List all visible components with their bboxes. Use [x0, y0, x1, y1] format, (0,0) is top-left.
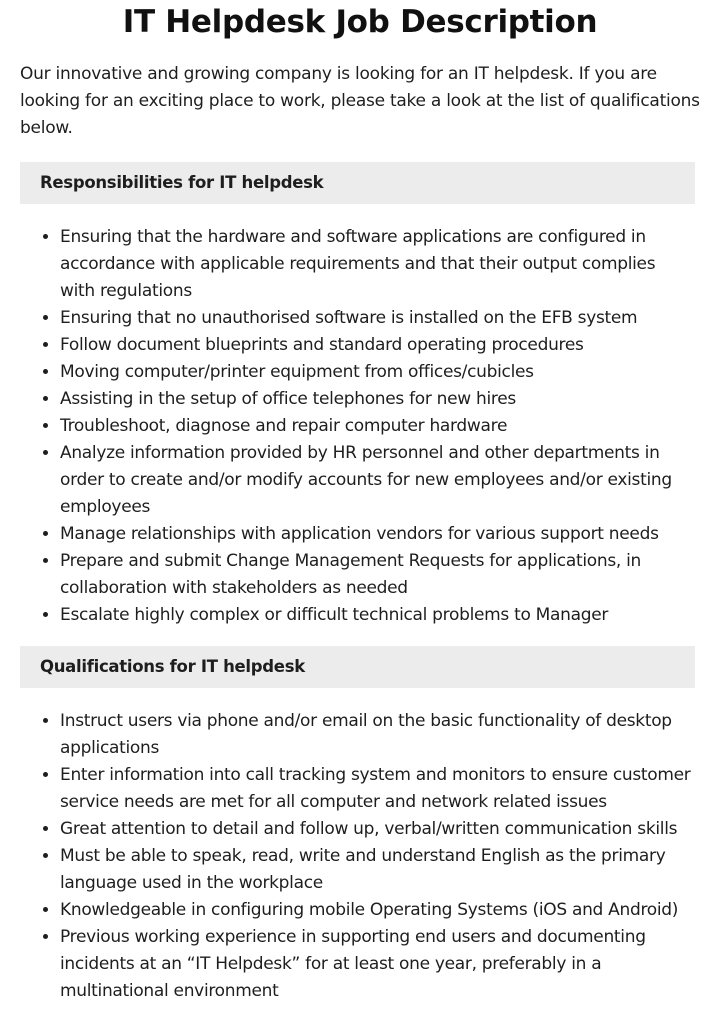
intro-paragraph: Our innovative and growing company is looking for an IT helpdesk. If you are looking for an exciting place to work, please take a look at the list of qualifications below. — [20, 64, 700, 138]
list-item: • Ensuring that no unauthorised software is installed on the EFB system — [60, 305, 695, 332]
list-item: • Troubleshoot, diagnose and repair computer hardware — [60, 413, 695, 440]
list-item: • Escalate highly complex or difficult technical problems to Manager — [60, 602, 695, 629]
qualifications-list — [20, 708, 695, 1005]
list-item: • Assisting in the setup of office telephones for new hires — [60, 386, 695, 413]
list-item: • Analyze information provided by HR personnel and other departments in order to create and/or modify accounts for new employees and/or existing employees — [60, 440, 695, 521]
responsibilities-list — [20, 224, 695, 629]
list-item: • Previous working experience in supporting end users and documenting incidents at an “IT Helpdesk” for at least one year, preferably in a multinational environment — [60, 924, 695, 1005]
list-item: • Follow document blueprints and standard operating procedures — [60, 332, 695, 359]
list-item: • Moving computer/printer equipment from offices/cubicles — [60, 359, 695, 386]
list-item: • Ensuring that the hardware and software applications are configured in accordance with applicable requirements and that their output complies with regulations — [60, 224, 695, 305]
list-item: • Must be able to speak, read, write and understand English as the primary language used in the workplace — [60, 843, 695, 897]
list-item: • Enter information into call tracking system and monitors to ensure customer service needs are met for all computer and network related issues — [60, 762, 695, 816]
list-item: • Instruct users via phone and/or email on the basic functionality of desktop applications — [60, 708, 695, 762]
page-title: IT Helpdesk Job Description — [122, 4, 598, 40]
list-item: • Manage relationships with application vendors for various support needs — [60, 521, 695, 548]
qualifications-heading: Qualifications for IT helpdesk — [20, 646, 695, 688]
list-item: • Prepare and submit Change Management Requests for applications, in collaboration with stakeholders as needed — [60, 548, 695, 602]
list-item: • Great attention to detail and follow up, verbal/written communication skills — [60, 816, 695, 843]
list-item: • Knowledgeable in configuring mobile Operating Systems (iOS and Android) — [60, 897, 695, 924]
responsibilities-heading: Responsibilities for IT helpdesk — [20, 162, 695, 204]
